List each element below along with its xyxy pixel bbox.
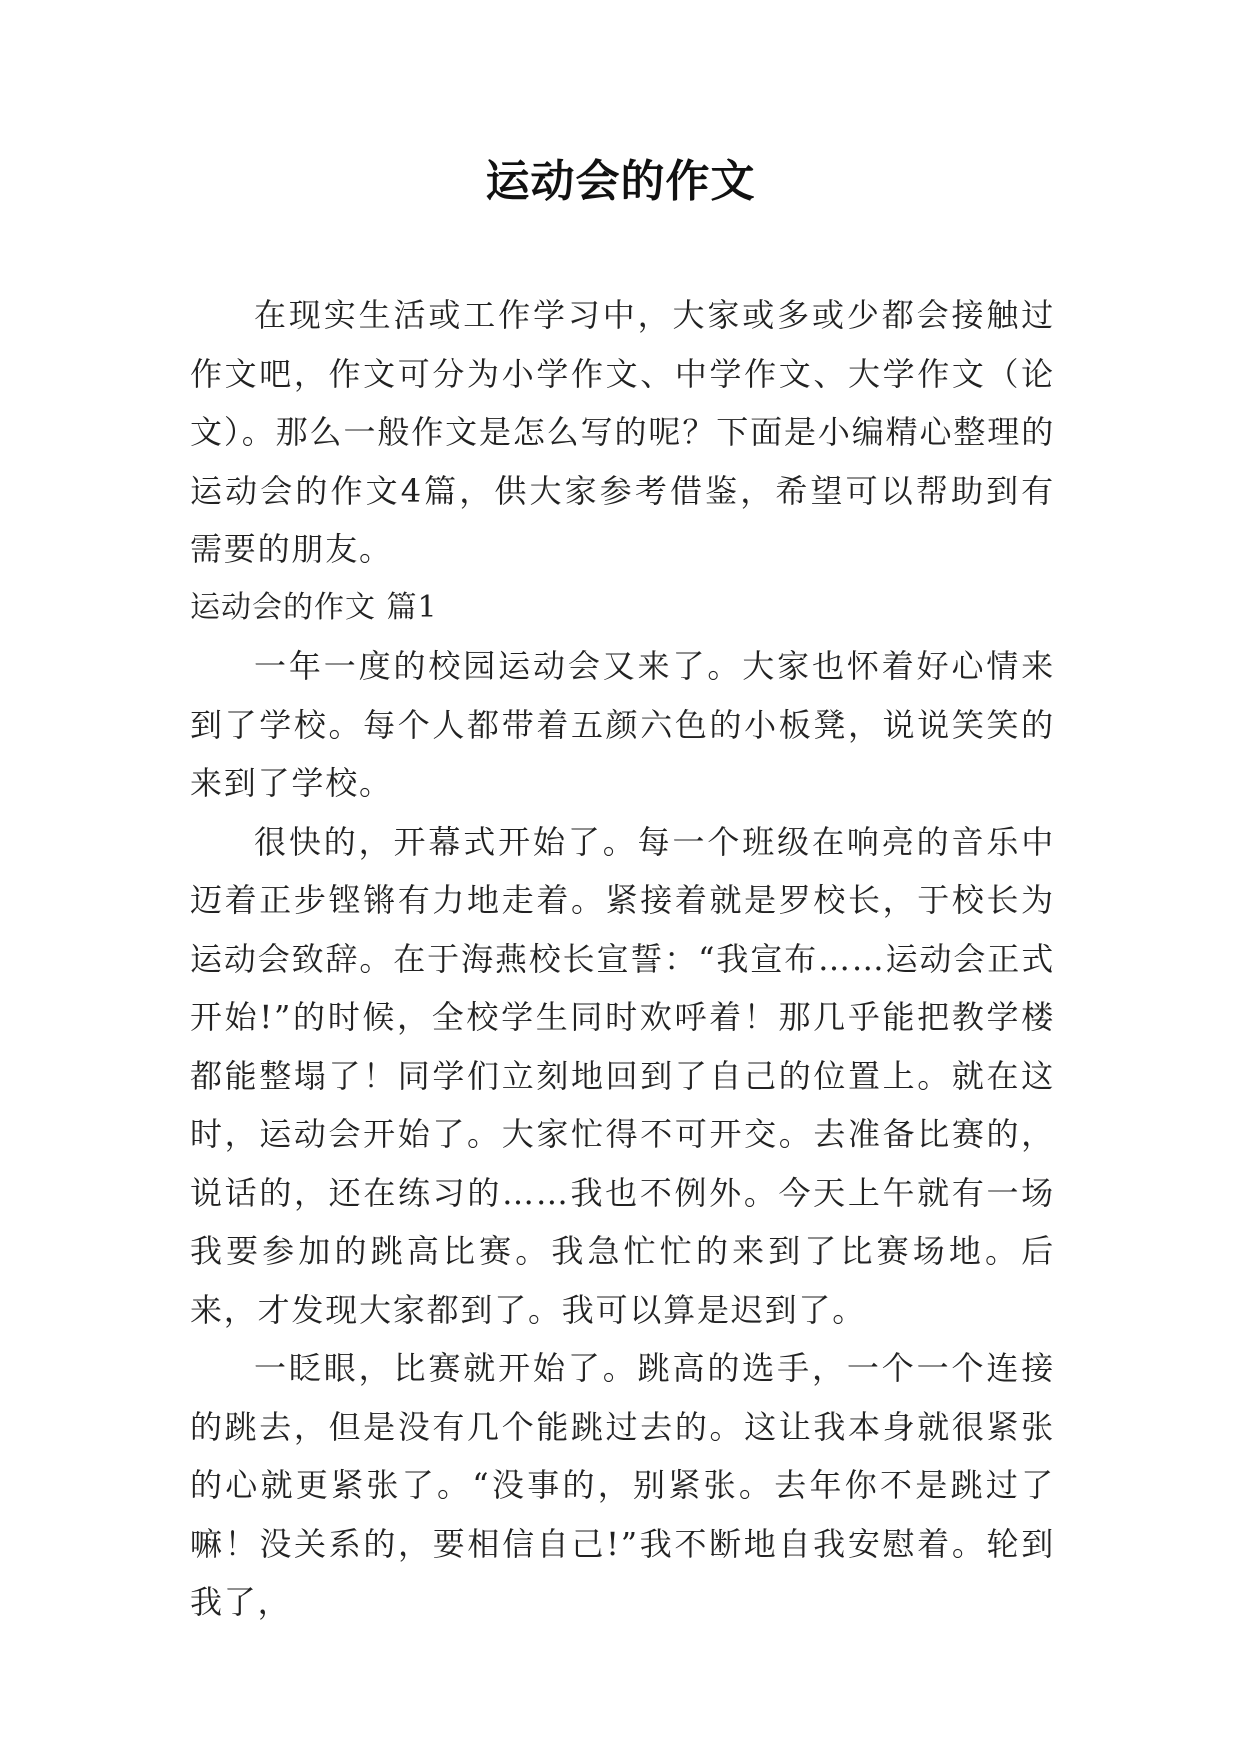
document-title: 运动会的作文 bbox=[485, 156, 756, 207]
body-paragraph-3: 一眨眼，比赛就开始了。跳高的选手，一个一个连接的跳去，但是没有几个能跳过去的。这让我本身就很紧张的心就更紧张了。“没事的，别紧张。去年你不是跳过了嘛！没关系的，要相信自己!”我不断地自我安慰着。轮到我了， bbox=[190, 1349, 1055, 1621]
section-heading: 运动会的作文 篇1 bbox=[190, 589, 438, 625]
body-paragraph-1: 一年一度的校园运动会又来了。大家也怀着好心情来到了学校。每个人都带着五颜六色的小板凳，说说笑笑的来到了学校。 bbox=[190, 647, 1055, 802]
intro-paragraph: 在现实生活或工作学习中，大家或多或少都会接触过作文吧，作文可分为小学作文、中学作文、大学作文（论文）。那么一般作文是怎么写的呢？下面是小编精心整理的运动会的作文4篇，供大家参考借鉴，希望可以帮助到有需要的朋友。 bbox=[190, 296, 1055, 568]
document-body bbox=[190, 286, 1055, 1632]
body-paragraph-2: 很快的，开幕式开始了。每一个班级在响亮的音乐中迈着正步铿锵有力地走着。紧接着就是罗校长，于校长为运动会致辞。在于海燕校长宣誓：“我宣布……运动会正式开始!”的时候，全校学生同时欢呼着！那几乎能把教学楼都能整塌了！同学们立刻地回到了自己的位置上。就在这时，运动会开始了。大家忙得不可开交。去准备比赛的，说话的，还在练习的……我也不例外。今天上午就有一场我要参加的跳高比赛。我急忙忙的来到了比赛场地。后来，才发现大家都到了。我可以算是迟到了。 bbox=[190, 822, 1055, 1329]
